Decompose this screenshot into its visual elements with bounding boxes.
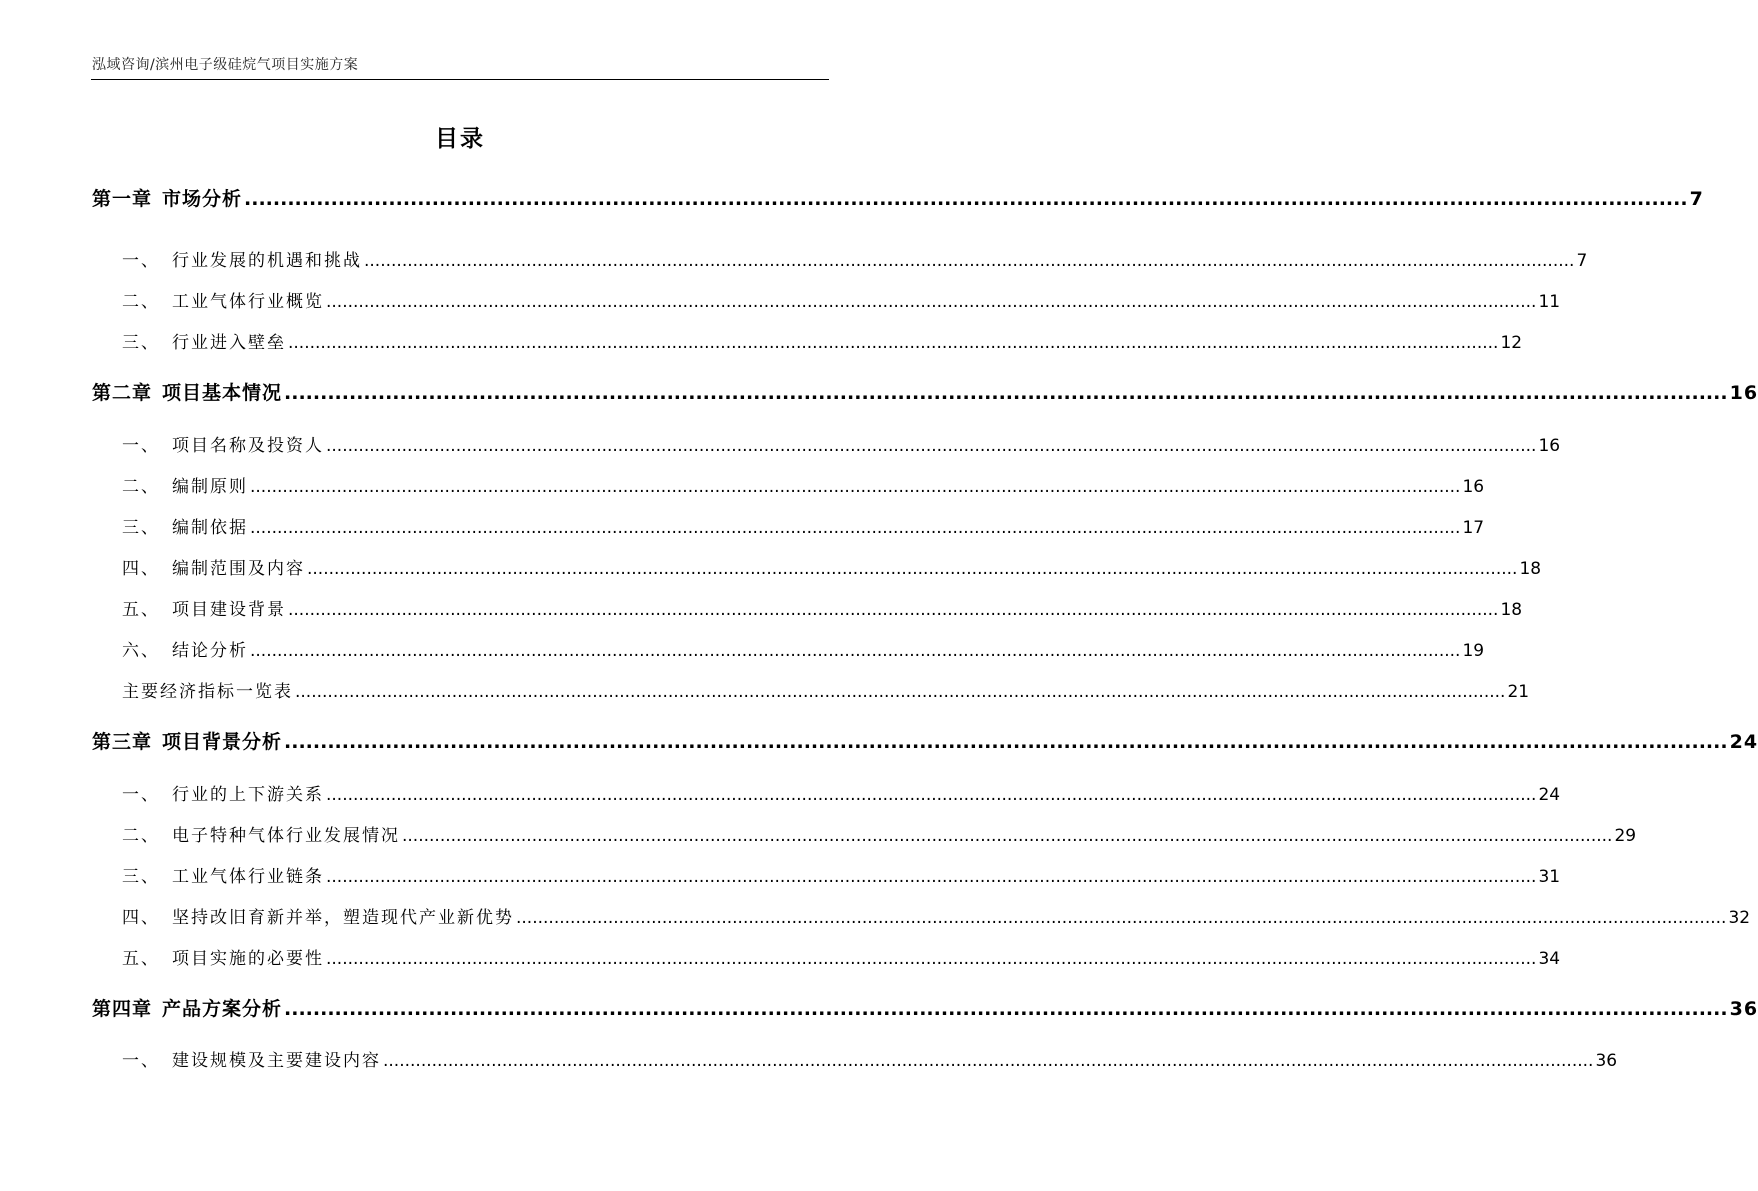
toc-page-number: 12 bbox=[1500, 333, 1523, 353]
toc-section-title: 行业的上下游关系 bbox=[172, 785, 324, 805]
toc-page-number: 32 bbox=[1728, 908, 1751, 928]
toc-section-title: 工业气体行业概览 bbox=[172, 292, 324, 312]
toc-chapter-title: 项目基本情况 bbox=[162, 382, 283, 404]
toc-section[interactable] bbox=[92, 328, 1523, 353]
toc-section[interactable] bbox=[92, 780, 1561, 805]
toc-leader-dots: ........................................................................................................................................................................................................ bbox=[244, 188, 1688, 210]
toc-section-title: 项目建设背景 bbox=[172, 600, 286, 620]
toc-section-number: 一、 bbox=[122, 251, 160, 271]
toc-section-number: 一、 bbox=[122, 1051, 160, 1071]
toc-leader-dots: ........................................................................................................................................................................................................ bbox=[284, 998, 1728, 1020]
toc-section[interactable] bbox=[92, 431, 1561, 456]
toc-section[interactable] bbox=[92, 513, 1485, 538]
toc-page-number: 18 bbox=[1500, 600, 1523, 620]
toc-leader-dots: ................................................................................................................................................................................................................................ bbox=[516, 908, 1727, 928]
toc-section[interactable] bbox=[92, 554, 1542, 579]
toc-leader-dots: ................................................................................................................................................................................................................................ bbox=[250, 518, 1461, 538]
toc-section-title: 编制范围及内容 bbox=[172, 559, 305, 579]
toc-section[interactable] bbox=[92, 595, 1523, 620]
toc-section-number: 一、 bbox=[122, 785, 160, 805]
toc-section-title: 结论分析 bbox=[172, 641, 248, 661]
toc-leader-dots: ................................................................................................................................................................................................................................ bbox=[383, 1051, 1594, 1071]
toc-section-title: 行业进入壁垒 bbox=[172, 333, 286, 353]
running-header: 泓域咨询/滨州电子级硅烷气项目实施方案 bbox=[92, 57, 359, 73]
toc-section-number: 一、 bbox=[122, 436, 160, 456]
toc-section-title: 项目名称及投资人 bbox=[172, 436, 324, 456]
toc-section-number: 三、 bbox=[122, 333, 160, 353]
toc-page-number: 7 bbox=[1576, 251, 1588, 271]
header-divider bbox=[91, 79, 829, 80]
toc-page-number: 29 bbox=[1614, 826, 1637, 846]
toc-section[interactable] bbox=[92, 821, 1637, 846]
toc-section[interactable] bbox=[92, 862, 1561, 887]
toc-section-number: 六、 bbox=[122, 641, 160, 661]
toc-page-number: 24 bbox=[1729, 731, 1758, 753]
toc-section[interactable] bbox=[92, 472, 1485, 497]
toc-section[interactable] bbox=[92, 944, 1561, 969]
toc-leader-dots: ........................................................................................................................................................................................................ bbox=[284, 382, 1728, 404]
toc-entry-title: 主要经济指标一览表 bbox=[122, 682, 293, 702]
page-title: 目录 bbox=[435, 126, 485, 152]
toc-leader-dots: ................................................................................................................................................................................................................................ bbox=[326, 292, 1537, 312]
toc-page-number: 36 bbox=[1595, 1051, 1618, 1071]
toc-chapter-4[interactable] bbox=[92, 994, 1758, 1021]
toc-page-number: 16 bbox=[1462, 477, 1485, 497]
toc-section[interactable] bbox=[92, 246, 1588, 271]
toc-page-number: 21 bbox=[1507, 682, 1530, 702]
toc-leader-dots: ................................................................................................................................................................................................................................ bbox=[326, 867, 1537, 887]
toc-chapter-number: 第二章 bbox=[92, 382, 153, 404]
toc-leader-dots: ................................................................................................................................................................................................................................ bbox=[364, 251, 1575, 271]
toc-leader-dots: ................................................................................................................................................................................................................................ bbox=[250, 641, 1461, 661]
toc-leader-dots: ................................................................................................................................................................................................................................ bbox=[295, 682, 1506, 702]
toc-leader-dots: ................................................................................................................................................................................................................................ bbox=[288, 600, 1499, 620]
toc-section-number: 二、 bbox=[122, 826, 160, 846]
toc-page-number: 18 bbox=[1519, 559, 1542, 579]
toc-leader-dots: ................................................................................................................................................................................................................................ bbox=[326, 436, 1537, 456]
toc-page-number: 11 bbox=[1538, 292, 1561, 312]
toc-section-number: 二、 bbox=[122, 477, 160, 497]
toc-chapter-number: 第四章 bbox=[92, 998, 153, 1020]
toc-leader-dots: ................................................................................................................................................................................................................................ bbox=[307, 559, 1518, 579]
toc-section[interactable] bbox=[92, 903, 1751, 928]
toc-chapter-number: 第一章 bbox=[92, 188, 153, 210]
toc-section[interactable] bbox=[92, 636, 1485, 661]
toc-page-number: 36 bbox=[1729, 998, 1758, 1020]
toc-section-title: 编制原则 bbox=[172, 477, 248, 497]
toc-chapter-1[interactable] bbox=[92, 184, 1704, 211]
toc-section-title: 电子特种气体行业发展情况 bbox=[172, 826, 400, 846]
toc-chapter-title: 产品方案分析 bbox=[162, 998, 283, 1020]
toc-section-number: 二、 bbox=[122, 292, 160, 312]
toc-entry-table[interactable] bbox=[92, 677, 1530, 702]
toc-section-title: 坚持改旧育新并举，塑造现代产业新优势 bbox=[172, 908, 514, 928]
toc-page-number: 31 bbox=[1538, 867, 1561, 887]
toc-section-number: 五、 bbox=[122, 600, 160, 620]
toc-section-title: 工业气体行业链条 bbox=[172, 867, 324, 887]
toc-section-number: 四、 bbox=[122, 908, 160, 928]
toc-section[interactable] bbox=[92, 287, 1561, 312]
toc-leader-dots: ................................................................................................................................................................................................................................ bbox=[326, 785, 1537, 805]
toc-section-number: 三、 bbox=[122, 867, 160, 887]
toc-page-number: 34 bbox=[1538, 949, 1561, 969]
toc-section-title: 编制依据 bbox=[172, 518, 248, 538]
toc-leader-dots: ................................................................................................................................................................................................................................ bbox=[250, 477, 1461, 497]
toc-page-number: 19 bbox=[1462, 641, 1485, 661]
toc-chapter-title: 市场分析 bbox=[162, 188, 243, 210]
toc-section[interactable] bbox=[92, 1046, 1618, 1071]
toc-page-number: 16 bbox=[1729, 382, 1758, 404]
toc-chapter-3[interactable] bbox=[92, 727, 1758, 754]
toc-leader-dots: ................................................................................................................................................................................................................................ bbox=[288, 333, 1499, 353]
toc-page-number: 16 bbox=[1538, 436, 1561, 456]
toc-section-title: 建设规模及主要建设内容 bbox=[172, 1051, 381, 1071]
toc-chapter-number: 第三章 bbox=[92, 731, 153, 753]
toc-leader-dots: ........................................................................................................................................................................................................ bbox=[284, 731, 1728, 753]
toc-section-title: 项目实施的必要性 bbox=[172, 949, 324, 969]
toc-section-title: 行业发展的机遇和挑战 bbox=[172, 251, 362, 271]
toc-chapter-title: 项目背景分析 bbox=[162, 731, 283, 753]
toc-section-number: 四、 bbox=[122, 559, 160, 579]
toc-section-number: 五、 bbox=[122, 949, 160, 969]
toc-section-number: 三、 bbox=[122, 518, 160, 538]
toc-page-number: 17 bbox=[1462, 518, 1485, 538]
toc-page-number: 24 bbox=[1538, 785, 1561, 805]
toc-leader-dots: ................................................................................................................................................................................................................................ bbox=[326, 949, 1537, 969]
toc-leader-dots: ................................................................................................................................................................................................................................ bbox=[402, 826, 1613, 846]
toc-page-number: 7 bbox=[1689, 188, 1704, 210]
toc-chapter-2[interactable] bbox=[92, 378, 1758, 405]
